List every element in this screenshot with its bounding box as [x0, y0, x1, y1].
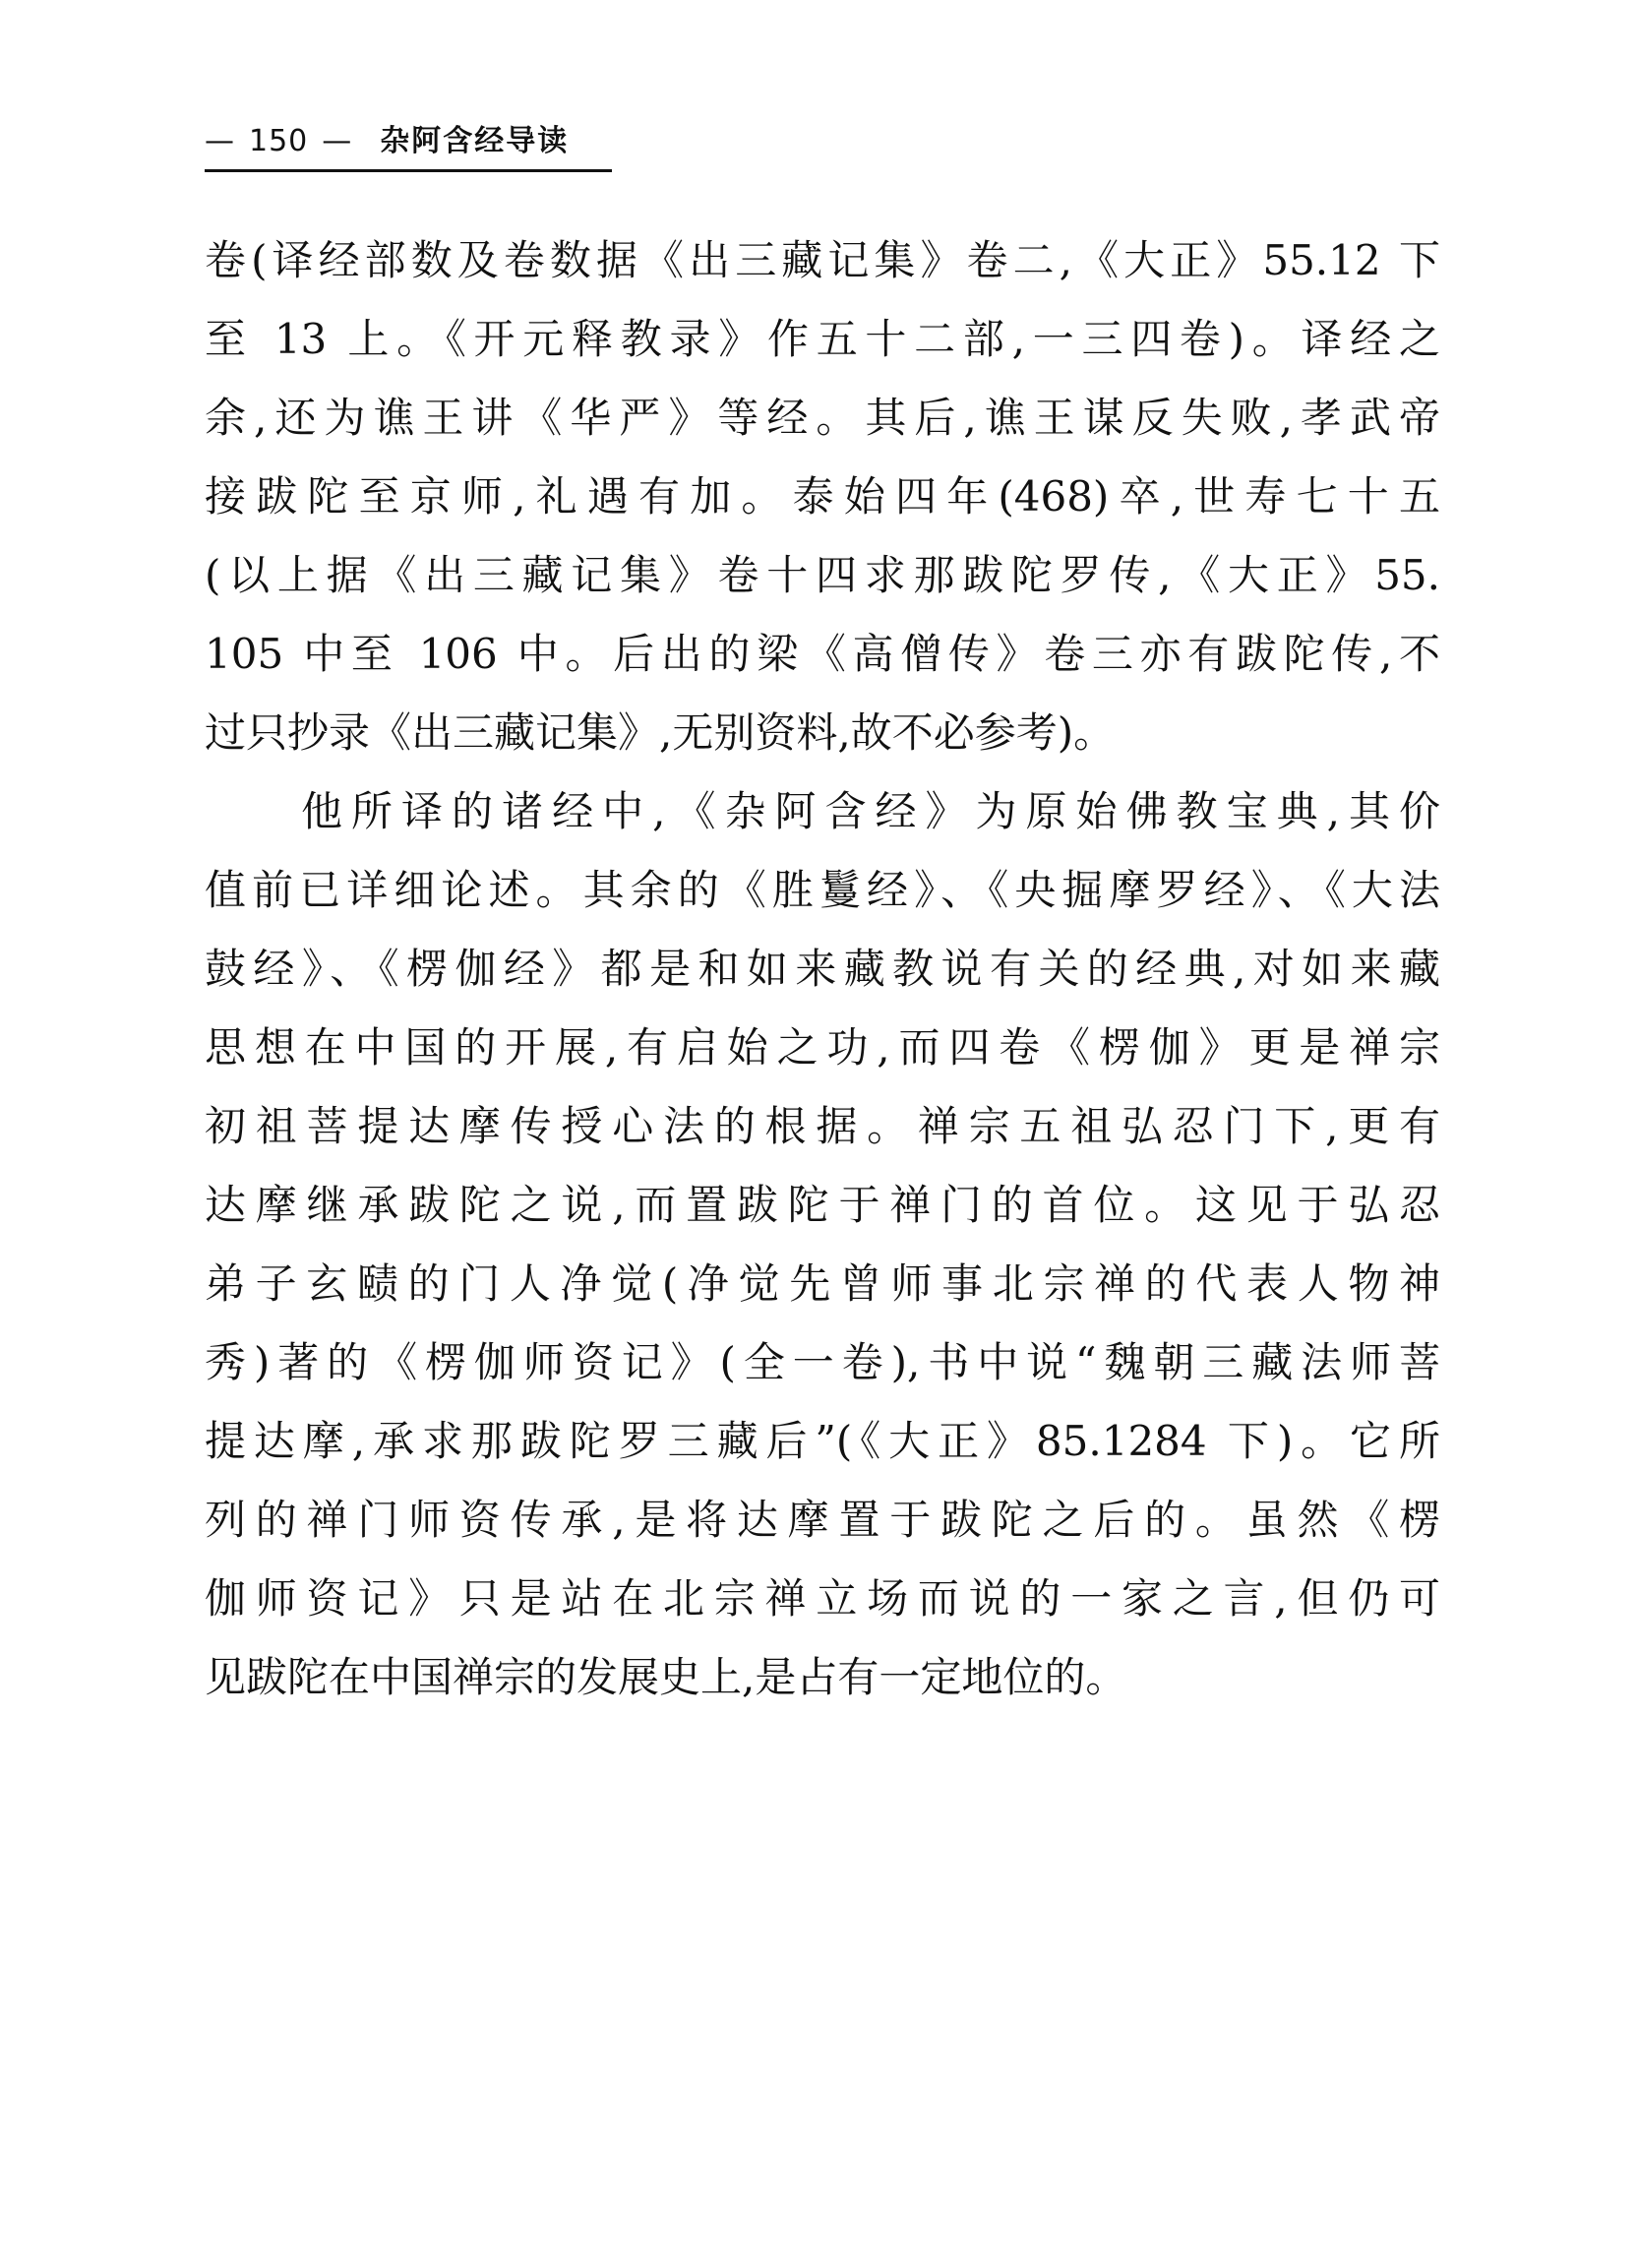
- text-line: 弟子玄赜的门人净觉(净觉先曾师事北宗禅的代表人物神: [205, 1259, 1440, 1308]
- text-line: (以上据《出三藏记集》卷十四求那跋陀罗传,《大正》55.: [205, 551, 1440, 599]
- text-line: 他所译的诸经中,《杂阿含经》为原始佛教宝典,其价: [301, 787, 1440, 835]
- text-line: 达摩继承跋陀之说,而置跋陀于禅门的首位。这见于弘忍: [205, 1181, 1440, 1229]
- header-dash-right: —: [322, 124, 353, 158]
- text-line: 余,还为谯王讲《华严》等经。其后,谯王谋反失败,孝武帝: [205, 394, 1440, 442]
- paragraph-2: [205, 772, 1440, 1717]
- body-text: [205, 221, 1440, 1717]
- text-line: 提达摩,承求那跋陀罗三藏后”(《大正》85.1284 下)。它所: [205, 1417, 1440, 1465]
- text-line: 思想在中国的开展,有启始之功,而四卷《楞伽》更是禅宗: [205, 1023, 1440, 1072]
- text-line: 接跋陀至京师,礼遇有加。泰始四年(468)卒,世寿七十五: [205, 472, 1440, 521]
- text-line: 见跋陀在中国禅宗的发展史上,是占有一定地位的。: [205, 1653, 1127, 1701]
- paragraph-1: [205, 221, 1440, 772]
- text-line: 初祖菩提达摩传授心法的根据。禅宗五祖弘忍门下,更有: [205, 1102, 1440, 1150]
- text-line: 过只抄录《出三藏记集》,无别资料,故不必参考)。: [205, 708, 1116, 757]
- text-line: 鼓经》、《楞伽经》都是和如来藏教说有关的经典,对如来藏: [205, 945, 1440, 993]
- running-header: [205, 120, 612, 172]
- header-dash-left: —: [205, 124, 235, 158]
- book-title: 杂阿含经导读: [380, 124, 570, 158]
- page-number: 150: [249, 124, 309, 158]
- text-line: 伽师资记》只是站在北宗禅立场而说的一家之言,但仍可: [205, 1574, 1440, 1623]
- text-line: 至 13 上。《开元释教录》作五十二部,一三四卷)。译经之: [205, 315, 1440, 363]
- text-line: 秀)著的《楞伽师资记》(全一卷),书中说“魏朝三藏法师菩: [205, 1338, 1440, 1386]
- text-line: 105 中至 106 中。后出的梁《高僧传》卷三亦有跋陀传,不: [205, 630, 1440, 678]
- text-line: 列的禅门师资传承,是将达摩置于跋陀之后的。虽然《楞: [205, 1496, 1440, 1544]
- text-line: 值前已详细论述。其余的《胜鬘经》、《央掘摩罗经》、《大法: [205, 866, 1440, 914]
- text-line: 卷(译经部数及卷数据《出三藏记集》卷二,《大正》55.12 下: [205, 236, 1440, 284]
